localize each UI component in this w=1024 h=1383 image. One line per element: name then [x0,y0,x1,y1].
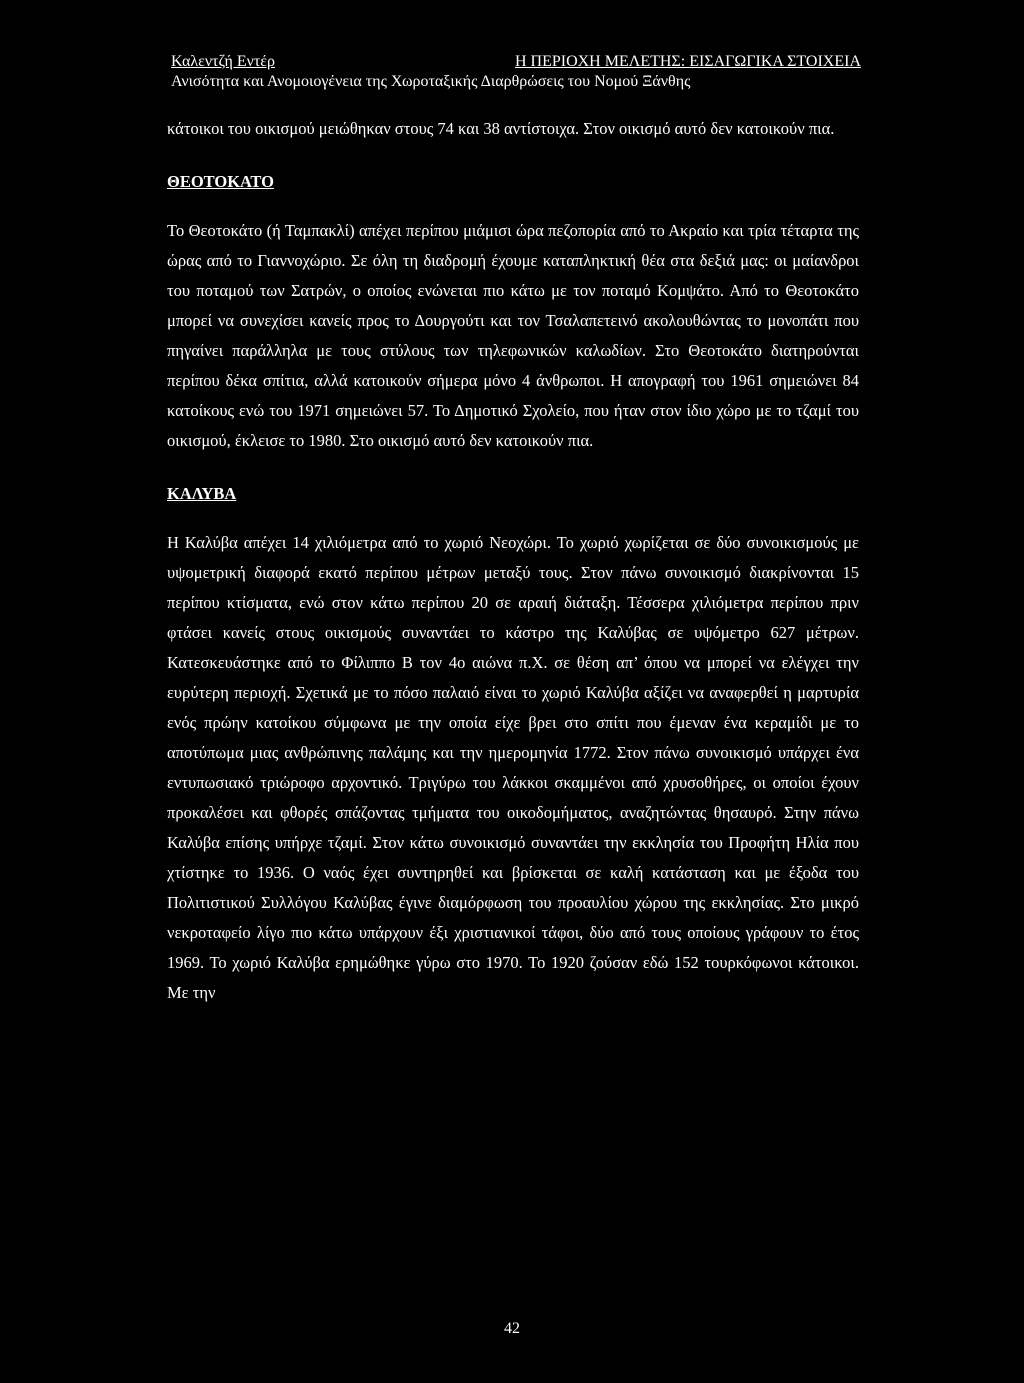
header-author: Καλεντζή Εντέρ [171,53,275,70]
section-paragraph-theotokato: Το Θεοτοκάτο (ή Ταμπακλί) απέχει περίπου μιάμισι ώρα πεζοπορία από το Ακραίο και τρία τέταρτα της ώρας από το Γιαννοχώριο. Σε όλη τη διαδρομή έχουμε καταπληκτική θέα στα δεξιά μας: οι μαίανδροι του ποταμού των Σατρών, ο οποίος ενώνεται πιο κάτω με τον ποταμό Κομψάτο. Από το Θεοτοκάτο μπορεί να συνεχίσει κανείς προς το Δουργούτι και τον Τσαλαπετεινό ακολουθώντας το μονοπάτι που πηγαίνει παράλληλα με τους στύλους των τηλεφωνικών καλωδίων. Στο Θεοτοκάτο διατηρούνται περίπου δέκα σπίτια, αλλά κατοικούν σήμερα μόνο 4 άνθρωποι. Η απογραφή του 1961 σημειώνει 84 κατοίκους ενώ του 1971 σημειώνει 57. Το Δημοτικό Σχολείο, που ήταν στον ίδιο χώρο με το τζαμί του οικισμού, έκλεισε το 1980. Στο οικισμό αυτό δεν κατοικούν πια. [167,221,859,450]
section-paragraph-kalyva: Η Καλύβα απέχει 14 χιλιόμετρα από το χωριό Νεοχώρι. Το χωριό χωρίζεται σε δύο συνοικισμούς με υψομετρική διαφορά εκατό περίπου μέτρων μεταξύ τους. Στον πάνω συνοικισμό διακρίνονται 15 περίπου κτίσματα, ενώ στον κάτω περίπου 20 σε αραιή διάταξη. Τέσσερα χιλιόμετρα περίπου πριν φτάσει κανείς στους οικισμούς συναντάει το κάστρο της Καλύβας σε υψόμετρο 627 μέτρων. Κατεσκευάστηκε από το Φίλιππο Β τον 4ο αιώνα π.Χ. σε θέση απ’ όπου να μπορεί να ελέγχει την ευρύτερη περιοχή. Σχετικά με το πόσο παλαιό είναι το χωριό Καλύβα αξίζει να αναφερθεί η μαρτυρία ενός πρώην κατοίκου σύμφωνα με την οποία είχε βρει στο σπίτι που έμεναν ένα κεραμίδι με το αποτύπωμα μιας ανθρώπινης παλάμης και την ημερομηνία 1772. Στον πάνω συνοικισμό υπάρχει ένα εντυπωσιακό τριώροφο αρχοντικό. Τριγύρω του λάκκοι σκαμμένοι από χρυσοθήρες, οι οποίοι έχουν προκαλέσει και φθορές σπάζοντας τμήματα του οικοδομήματος, αναζητώντας θησαυρό. Στην πάνω Καλύβα επίσης υπήρχε τζαμί. Στον κάτω συνοικισμό συναντάει την εκκλησία του Προφήτη Ηλία που χτίστηκε το 1936. Ο ναός έχει συντηρηθεί και βρίσκεται σε καλή κατάσταση και με έξοδα του Πολιτιστικού Συλλόγου Καλύβας έγινε διαμόρφωση του προαυλίου χώρου της εκκλησίας. Στο μικρό νεκροταφείο λίγο πιο κάτω υπάρχουν έξι χριστιανικοί τάφοι, δύο από τους οποίους γράφουν το έτος 1969. Το χωριό Καλύβα ερημώθηκε γύρω στο 1970. Το 1920 ζούσαν εδώ 152 τουρκόφωνοι κάτοικοι. Με την [167,533,859,1002]
header-top-row [171,52,861,72]
page-body [167,114,859,1008]
spacer [167,144,859,167]
spacer [167,456,859,479]
header-subtitle: Ανισότητα και Ανομοιογένεια της Χωροταξικής Διαρθρώσεις του Νομού Ξάνθης [171,73,691,90]
page-number: 42 [504,1320,520,1337]
section-heading-kalyva: ΚΑΛΥΒΑ [167,484,237,503]
spacer [167,509,859,528]
header-chapter: Η ΠΕΡΙΟΧΗ ΜΕΛΕΤΗΣ: ΕΙΣΑΓΩΓΙΚΑ ΣΤΟΙΧΕΙΑ [514,53,861,70]
spacer [167,197,859,216]
intro-paragraph: κάτοικοι του οικισμού μειώθηκαν στους 74 και 38 αντίστοιχα. Στον οικισμό αυτό δεν κατοικούν πια. [167,119,835,138]
running-header [171,52,861,92]
section-heading-theotokato: ΘΕΟΤΟΚΑΤΟ [167,172,274,191]
